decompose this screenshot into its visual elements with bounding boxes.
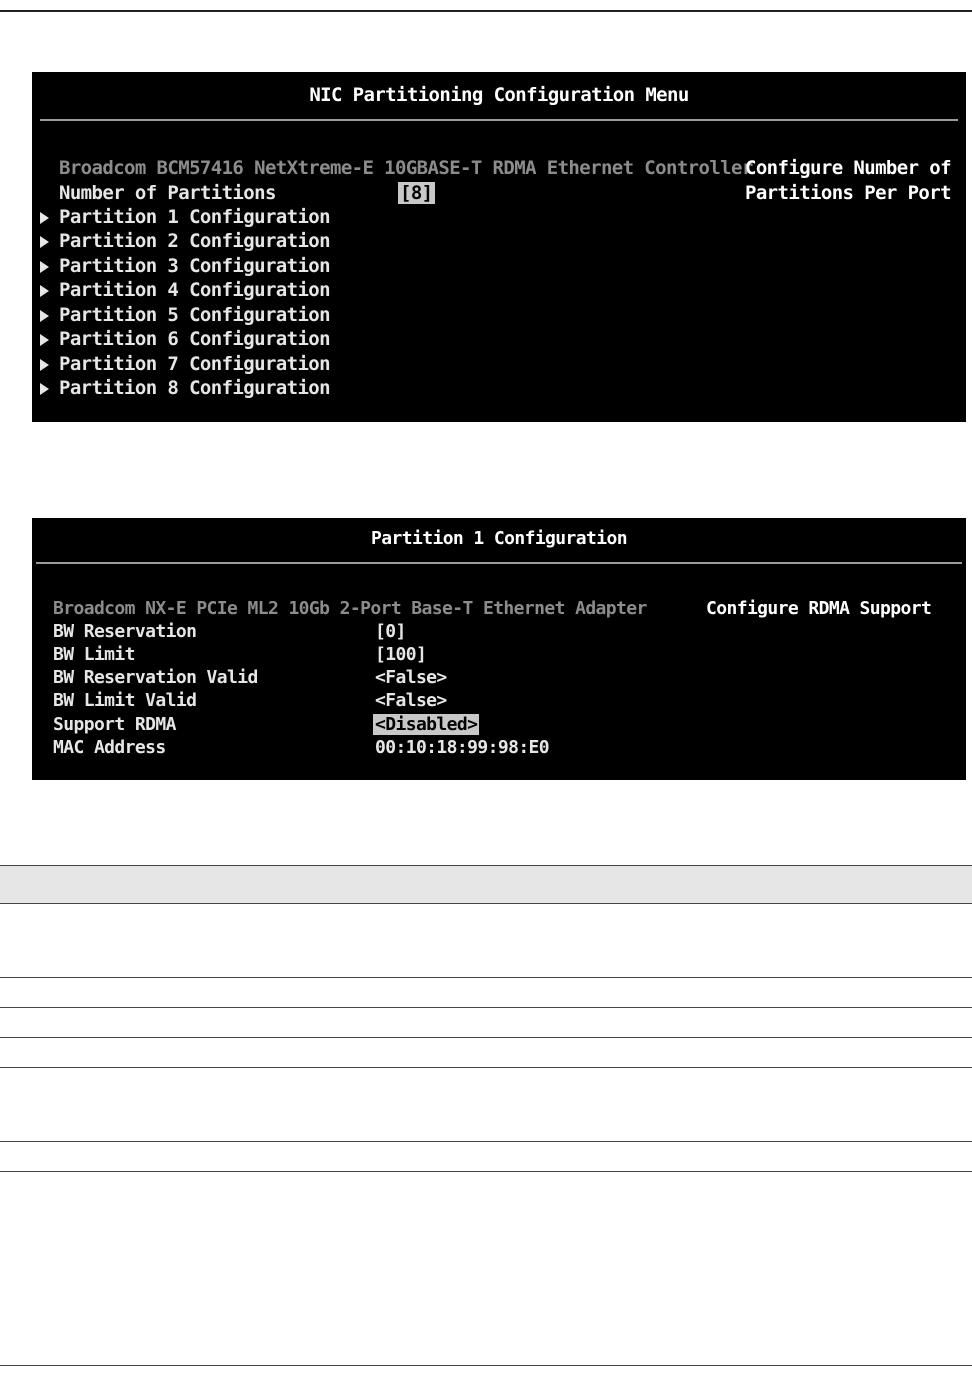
bw-reservation-valid-value[interactable]: <False> — [375, 667, 447, 688]
table-header-row — [0, 866, 972, 903]
partition-menu-item-label[interactable]: Partition 2 Configuration — [59, 230, 330, 252]
nic-partitioning-screenshot — [32, 72, 966, 422]
submenu-arrow-icon — [40, 236, 49, 248]
table-divider — [0, 1141, 972, 1142]
submenu-arrow-icon — [40, 334, 49, 346]
page-top-rule — [0, 10, 972, 12]
support-rdma-value[interactable]: <Disabled> — [375, 714, 478, 735]
page-bottom-rule — [0, 1365, 972, 1366]
partition-menu-item-label[interactable]: Partition 6 Configuration — [59, 328, 330, 350]
partition-configuration-screenshot — [32, 518, 966, 780]
help-text-line-2: Partitions Per Port — [745, 182, 951, 204]
title-divider — [40, 119, 958, 121]
table-divider — [0, 1007, 972, 1008]
bw-reservation-value[interactable]: [0] — [375, 621, 406, 642]
submenu-arrow-icon — [40, 383, 49, 395]
bw-limit-valid-value[interactable]: <False> — [375, 690, 447, 711]
mac-address-label: MAC Address — [53, 737, 166, 758]
bw-limit-value[interactable]: [100] — [375, 644, 427, 665]
title-divider — [36, 562, 962, 564]
bw-limit-valid-label: BW Limit Valid — [53, 690, 197, 711]
submenu-arrow-icon — [40, 212, 49, 224]
submenu-arrow-icon — [40, 261, 49, 273]
help-text: Configure RDMA Support — [706, 598, 932, 619]
partition-menu-item-label[interactable]: Partition 5 Configuration — [59, 304, 330, 326]
bw-reservation-label: BW Reservation — [53, 621, 197, 642]
mac-address-value: 00:10:18:99:98:E0 — [375, 737, 550, 758]
partition-menu-item-label[interactable]: Partition 8 Configuration — [59, 377, 330, 399]
screen-title: Partition 1 Configuration — [371, 528, 627, 549]
table-divider — [0, 1067, 972, 1068]
table-divider — [0, 865, 972, 866]
partition-menu-item-label[interactable]: Partition 7 Configuration — [59, 353, 330, 375]
table-divider — [0, 977, 972, 978]
table-divider — [0, 1037, 972, 1038]
submenu-arrow-icon — [40, 285, 49, 297]
submenu-arrow-icon — [40, 359, 49, 371]
number-of-partitions-field[interactable] — [398, 182, 435, 204]
submenu-arrow-icon — [40, 310, 49, 322]
support-rdma-field[interactable] — [373, 714, 479, 735]
support-rdma-label: Support RDMA — [53, 714, 176, 735]
device-name: Broadcom BCM57416 NetXtreme-E 10GBASE-T RDMA Ethernet Controller — [59, 157, 753, 179]
bw-limit-label: BW Limit — [53, 644, 135, 665]
table-divider — [0, 903, 972, 904]
device-name: Broadcom NX-E PCIe ML2 10Gb 2-Port Base-T Ethernet Adapter — [53, 598, 647, 619]
partition-menu-item-label[interactable]: Partition 4 Configuration — [59, 279, 330, 301]
help-text-line-1: Configure Number of — [745, 157, 951, 179]
number-of-partitions-label: Number of Partitions — [59, 182, 276, 204]
bw-reservation-valid-label: BW Reservation Valid — [53, 667, 258, 688]
partition-menu-item-label[interactable]: Partition 1 Configuration — [59, 206, 330, 228]
number-of-partitions-value[interactable]: [8] — [400, 182, 433, 204]
partition-menu-item-label[interactable]: Partition 3 Configuration — [59, 255, 330, 277]
screen-title: NIC Partitioning Configuration Menu — [309, 84, 689, 106]
table-divider — [0, 1171, 972, 1172]
